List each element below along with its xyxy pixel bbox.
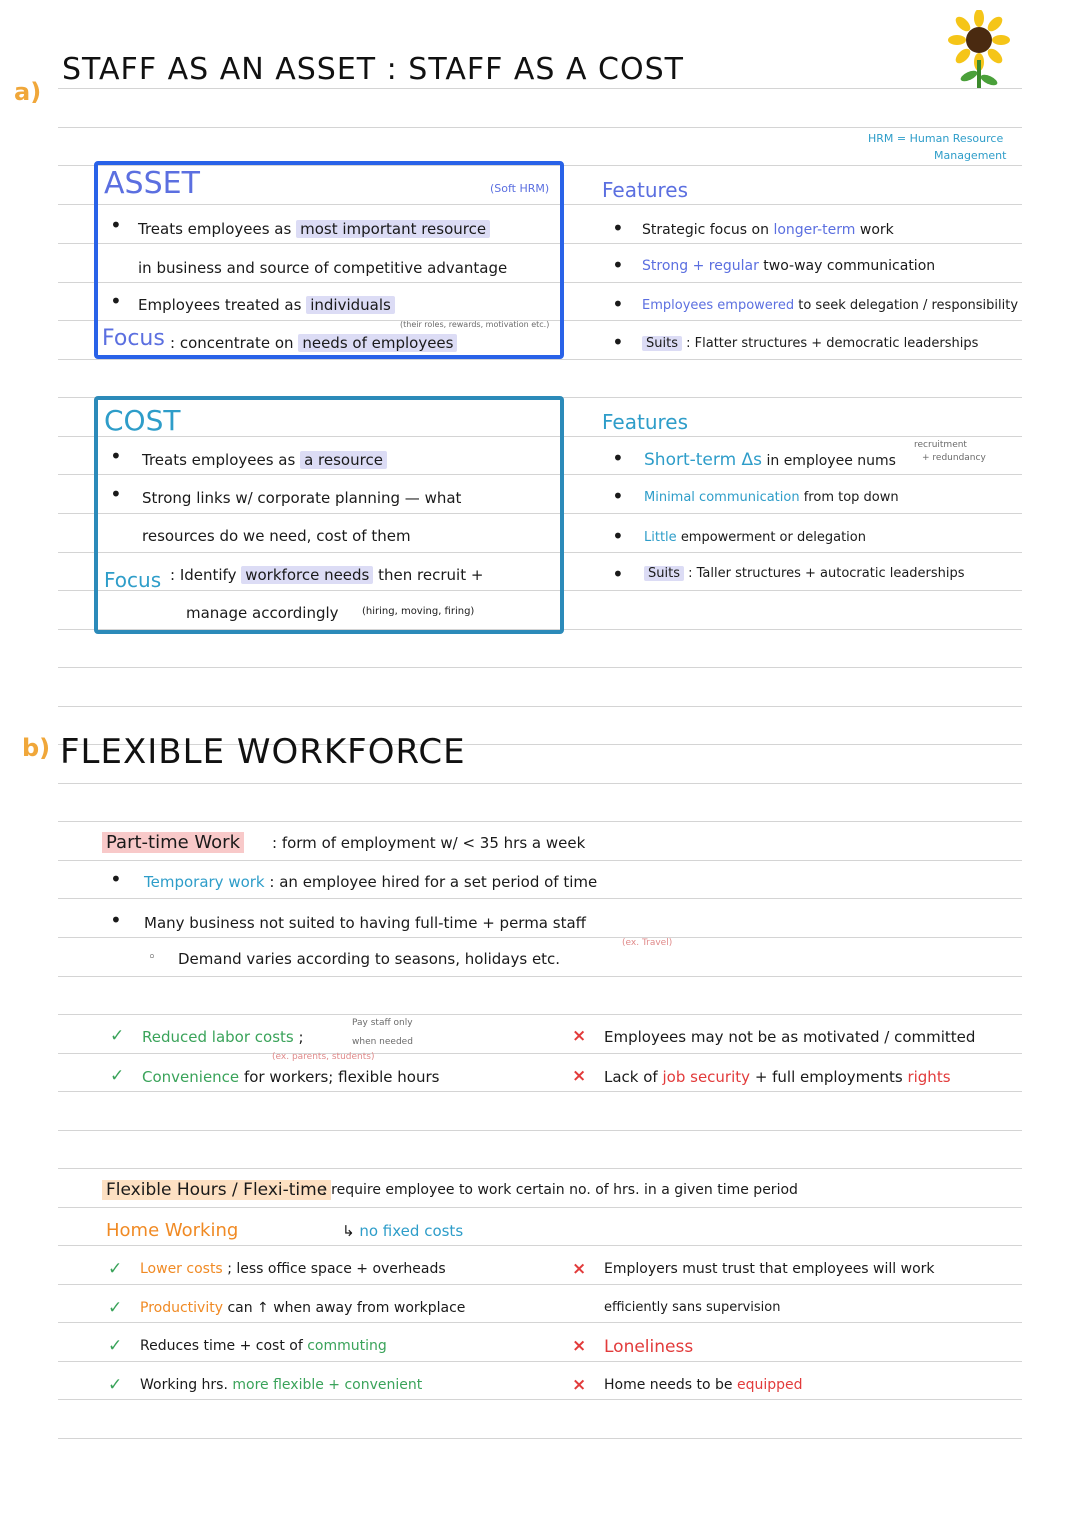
cost-feature-1-note-2: + redundancy <box>922 453 986 463</box>
part-time-label: Part-time Work <box>102 832 244 853</box>
flexi-time-label: Flexible Hours / Flexi-time <box>102 1180 331 1200</box>
cross-icon: × <box>572 1375 587 1395</box>
home-pro-4: Working hrs. more flexible + convenient <box>140 1377 423 1393</box>
part-time-pro-1: Reduced labor costs ; <box>142 1028 304 1046</box>
cost-features-heading: Features <box>602 410 688 434</box>
bullet: • <box>110 444 122 468</box>
part-time-con-2: Lack of job security + full employments rights <box>604 1068 951 1086</box>
home-con-1-cont: efficiently sans supervision <box>604 1300 781 1315</box>
bullet: • <box>612 292 624 316</box>
home-con-3: Home needs to be equipped <box>604 1377 803 1393</box>
sunflower-icon <box>945 10 1013 90</box>
cross-icon: × <box>572 1026 587 1046</box>
bullet: • <box>110 289 122 313</box>
part-time-pro-1-note-2: when needed <box>352 1037 413 1047</box>
home-con-1: Employers must trust that employees will work <box>604 1261 935 1277</box>
part-time-sub-point: Demand varies according to seasons, holidays etc. <box>178 950 561 968</box>
cost-feature-1: Short-term Δs in employee nums <box>644 450 896 470</box>
asset-feature-2: Strong + regular two-way communication <box>642 258 936 274</box>
bullet: • <box>110 867 122 891</box>
bullet: • <box>612 330 624 354</box>
part-time-con-1: Employees may not be as motivated / committed <box>604 1028 976 1046</box>
asset-tag: (Soft HRM) <box>490 182 550 195</box>
cross-icon: × <box>572 1259 587 1279</box>
cost-feature-3: Little empowerment or delegation <box>644 530 866 545</box>
asset-point-2-note: (their roles, rewards, motivation etc.) <box>400 320 550 329</box>
home-pro-3: Reduces time + cost of commuting <box>140 1338 387 1354</box>
sub-bullet: ◦ <box>148 950 156 965</box>
hrm-note-2: Management <box>934 149 1007 162</box>
part-time-pro-2-note: (ex. parents, students) <box>272 1052 375 1062</box>
bullet: • <box>612 484 624 508</box>
part-time-pro-2: Convenience for workers; flexible hours <box>142 1068 440 1086</box>
home-working-label: Home Working <box>106 1220 239 1241</box>
check-icon: ✓ <box>108 1259 123 1279</box>
bullet: • <box>110 482 122 506</box>
part-time-point-2-note: (ex. Travel) <box>622 938 673 948</box>
check-icon: ✓ <box>108 1375 123 1395</box>
cross-icon: × <box>572 1336 587 1356</box>
check-icon: ✓ <box>110 1066 125 1086</box>
asset-heading: ASSET <box>104 166 200 201</box>
cost-point-2: Strong links w/ corporate planning — what <box>142 489 462 507</box>
flexi-time-definition: : require employee to work certain no. of hrs. in a given time period <box>322 1182 798 1198</box>
temporary-work: Temporary work : an employee hired for a set period of time <box>144 873 598 891</box>
cost-focus-cont: manage accordingly <box>186 604 339 622</box>
asset-point-1-cont: in business and source of competitive advantage <box>138 259 508 277</box>
hrm-note: HRM = Human Resource <box>868 132 1004 145</box>
part-time-definition: : form of employment w/ < 35 hrs a week <box>272 834 586 852</box>
bullet: • <box>612 446 624 470</box>
asset-feature-1: Strategic focus on longer-term work <box>642 222 894 238</box>
asset-feature-4: Suits : Flatter structures + democratic leaderships <box>642 336 978 351</box>
home-working-note: ↳ no fixed costs <box>342 1222 464 1240</box>
check-icon: ✓ <box>108 1336 123 1356</box>
home-con-2: Loneliness <box>604 1337 694 1357</box>
section-b-marker: b) <box>22 734 51 762</box>
section-a-marker: a) <box>14 78 42 106</box>
check-icon: ✓ <box>110 1026 125 1046</box>
cost-focus-note: (hiring, moving, firing) <box>362 606 475 617</box>
home-pro-1: Lower costs ; less office space + overheads <box>140 1261 446 1277</box>
part-time-point-2: Many business not suited to having full-time + perma staff <box>144 914 586 932</box>
bullet: • <box>110 908 122 932</box>
cost-heading: COST <box>104 404 181 437</box>
asset-focus-label: Focus <box>102 326 165 351</box>
cost-focus: : Identify workforce needs then recruit + <box>170 566 484 584</box>
cost-feature-4: Suits : Taller structures + autocratic leaderships <box>644 566 965 581</box>
bullet: • <box>612 562 624 586</box>
asset-focus: : concentrate on needs of employees <box>170 334 457 352</box>
section-a-title: STAFF AS AN ASSET : STAFF AS A COST <box>62 52 684 87</box>
cost-focus-label: Focus <box>104 568 162 592</box>
cost-point-1: Treats employees as a resource <box>142 451 387 469</box>
cost-feature-1-note: recruitment <box>914 440 967 450</box>
asset-point-1: Treats employees as most important resource <box>138 220 490 238</box>
bullet: • <box>612 216 624 240</box>
cross-icon: × <box>572 1066 587 1086</box>
part-time-pro-1-note: Pay staff only <box>352 1018 413 1028</box>
bullet: • <box>612 524 624 548</box>
bullet: • <box>612 253 624 277</box>
cost-point-2-cont: resources do we need, cost of them <box>142 527 411 545</box>
home-pro-2: Productivity can ↑ when away from workplace <box>140 1300 466 1316</box>
cost-feature-2: Minimal communication from top down <box>644 490 899 505</box>
section-b-title: FLEXIBLE WORKFORCE <box>60 732 466 772</box>
check-icon: ✓ <box>108 1298 123 1318</box>
bullet: • <box>110 213 122 237</box>
asset-point-2: Employees treated as individuals <box>138 296 395 314</box>
asset-features-heading: Features <box>602 178 688 202</box>
asset-feature-3: Employees empowered to seek delegation / responsibility <box>642 298 1019 313</box>
